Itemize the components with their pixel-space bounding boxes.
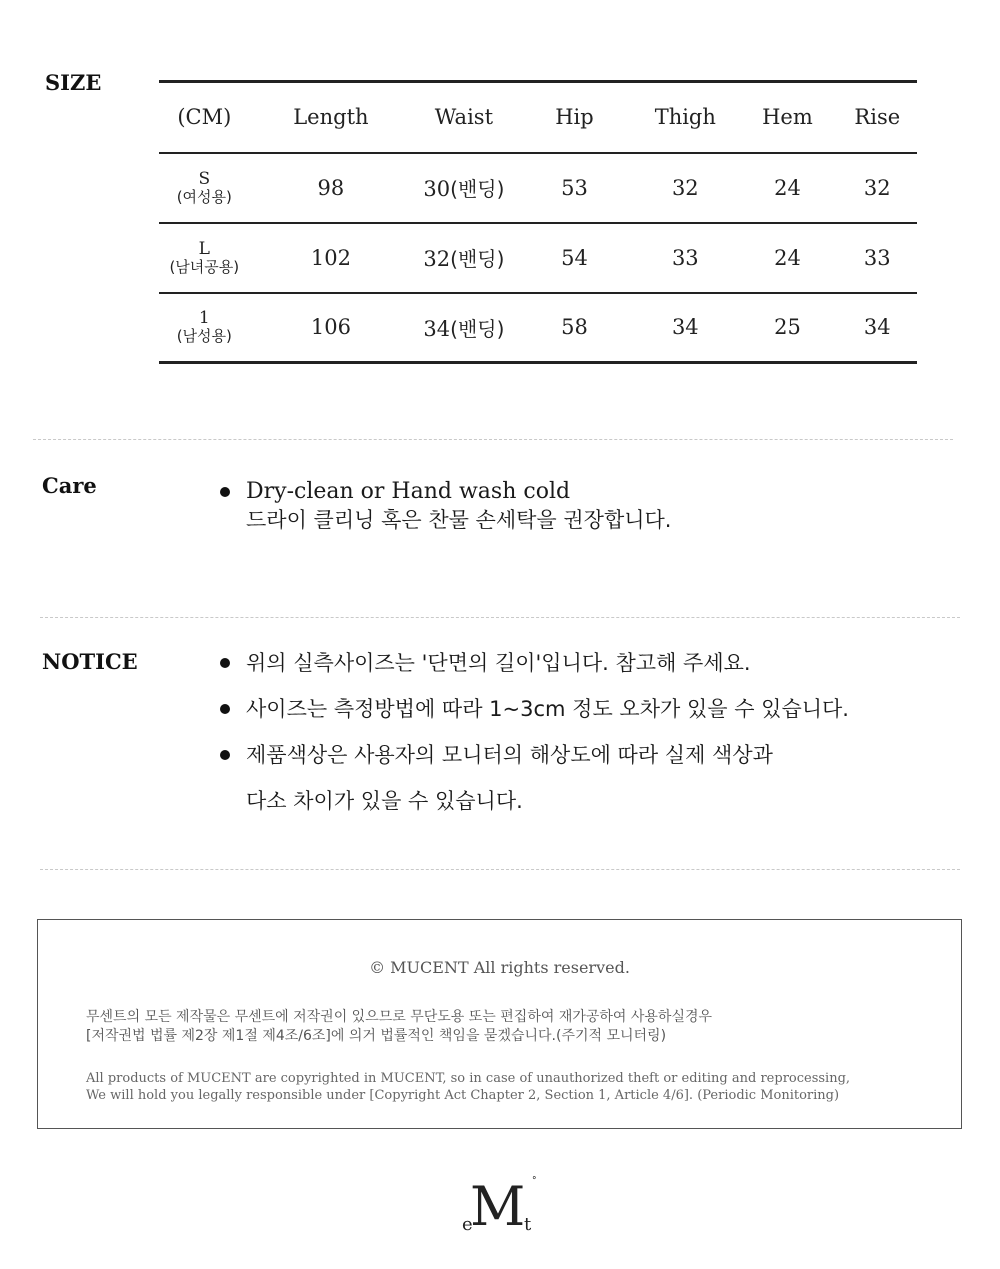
size-code: L bbox=[198, 238, 210, 259]
size-note: (남녀공용) bbox=[169, 257, 240, 276]
hem-value: 25 bbox=[774, 315, 801, 340]
rise-value: 34 bbox=[863, 315, 891, 340]
section-divider bbox=[40, 869, 960, 870]
section-divider bbox=[33, 439, 953, 440]
notice-section-label: NOTICE bbox=[42, 649, 138, 674]
header-hem: Hem bbox=[762, 105, 813, 130]
notice-text: 제품색상은 사용자의 모니터의 해상도에 따라 실제 색상과 bbox=[246, 743, 773, 767]
copyright-en-line: All products of MUCENT are copyrighted in MUCENT, so in case of unauthorized theft or editing and reprocessing, bbox=[86, 1071, 851, 1086]
size-note: (여성용) bbox=[176, 187, 232, 206]
waist-value: 34 bbox=[423, 316, 451, 341]
bullet-icon bbox=[220, 658, 230, 668]
table-row bbox=[159, 223, 917, 293]
thigh-value: 33 bbox=[671, 245, 699, 270]
size-code: 1 bbox=[198, 308, 210, 329]
header-rise: Rise bbox=[854, 105, 901, 130]
waist-cell bbox=[412, 223, 515, 293]
size-code: S bbox=[198, 168, 211, 189]
copyright-notice-en bbox=[86, 1070, 850, 1104]
table-row bbox=[159, 153, 917, 223]
waist-note: (밴딩) bbox=[450, 316, 505, 341]
header-waist: Waist bbox=[434, 105, 494, 130]
waist-value: 32 bbox=[423, 247, 451, 271]
thigh-value: 34 bbox=[671, 315, 699, 340]
size-table-header-row bbox=[159, 82, 917, 153]
notice-list bbox=[220, 640, 849, 824]
bullet-icon bbox=[220, 750, 230, 760]
hip-value: 58 bbox=[561, 315, 588, 340]
logo-letter: t bbox=[524, 1214, 532, 1235]
size-label-cell bbox=[159, 153, 250, 223]
size-label-cell bbox=[159, 293, 250, 363]
notice-text: 사이즈는 측정방법에 따라 1~3cm 정도 오차가 있을 수 있습니다. bbox=[246, 697, 849, 721]
logo-letter: M bbox=[470, 1175, 526, 1238]
copyright-en-line: We will hold you legally responsible under [Copyright Act Chapter 2, Section 1, Article 4/6]. (Periodic Monitoring) bbox=[86, 1088, 840, 1103]
list-item bbox=[220, 686, 849, 732]
header-hip: Hip bbox=[555, 105, 594, 130]
list-item bbox=[220, 640, 849, 686]
brand-logo bbox=[460, 1175, 545, 1240]
care-instruction-en: Dry-clean or Hand wash cold bbox=[246, 479, 571, 504]
waist-value: 30 bbox=[423, 177, 451, 201]
bullet-icon bbox=[220, 704, 230, 714]
bullet-icon bbox=[220, 487, 230, 497]
hem-value: 24 bbox=[774, 175, 801, 200]
section-divider bbox=[40, 617, 960, 618]
length-value: 106 bbox=[310, 315, 351, 340]
thigh-value: 32 bbox=[671, 175, 699, 200]
copyright-box bbox=[37, 919, 962, 1129]
length-value: 98 bbox=[317, 175, 345, 200]
hip-value: 53 bbox=[561, 175, 588, 200]
rise-value: 33 bbox=[863, 245, 891, 270]
care-instruction-kr: 드라이 클리닝 혹은 찬물 손세탁을 권장합니다. bbox=[246, 508, 672, 532]
copyright-notice-kr bbox=[86, 1008, 712, 1046]
table-row bbox=[159, 293, 917, 363]
notice-text: 위의 실측사이즈는 '단면의 길이'입니다. 참고해 주세요. bbox=[246, 651, 751, 675]
length-value: 102 bbox=[310, 245, 351, 270]
waist-note: (밴딩) bbox=[450, 177, 505, 201]
size-section-label: SIZE bbox=[45, 70, 102, 95]
care-section-label: Care bbox=[42, 473, 97, 498]
list-item bbox=[220, 478, 671, 534]
size-label-cell bbox=[159, 223, 250, 293]
hem-value: 24 bbox=[774, 245, 801, 270]
header-length: Length bbox=[293, 105, 369, 130]
logo-mark: ° bbox=[532, 1176, 537, 1186]
waist-note: (밴딩) bbox=[450, 247, 505, 271]
care-list bbox=[220, 478, 671, 534]
rise-value: 32 bbox=[863, 175, 891, 200]
logo-letter: e bbox=[462, 1214, 473, 1235]
waist-cell bbox=[412, 293, 515, 363]
list-item bbox=[220, 732, 849, 824]
size-note: (남성용) bbox=[176, 327, 232, 346]
copyright-kr-line: 무센트의 모든 제작물은 무센트에 저작권이 있으므로 무단도용 또는 편집하여 재가공하여 사용하실경우 bbox=[86, 1009, 713, 1025]
copyright-kr-line: [저작권법 법률 제2장 제1절 제4조/6조]에 의거 법률적인 책임을 묻겠습니다.(주기적 모니터링) bbox=[86, 1028, 667, 1044]
hip-value: 54 bbox=[561, 245, 588, 270]
header-thigh: Thigh bbox=[654, 105, 716, 130]
header-unit: (CM) bbox=[177, 105, 232, 130]
notice-text-continued: 다소 차이가 있을 수 있습니다. bbox=[246, 789, 523, 813]
size-table bbox=[159, 80, 917, 364]
waist-cell bbox=[412, 153, 515, 223]
copyright-title: © MUCENT All rights reserved. bbox=[369, 958, 630, 977]
